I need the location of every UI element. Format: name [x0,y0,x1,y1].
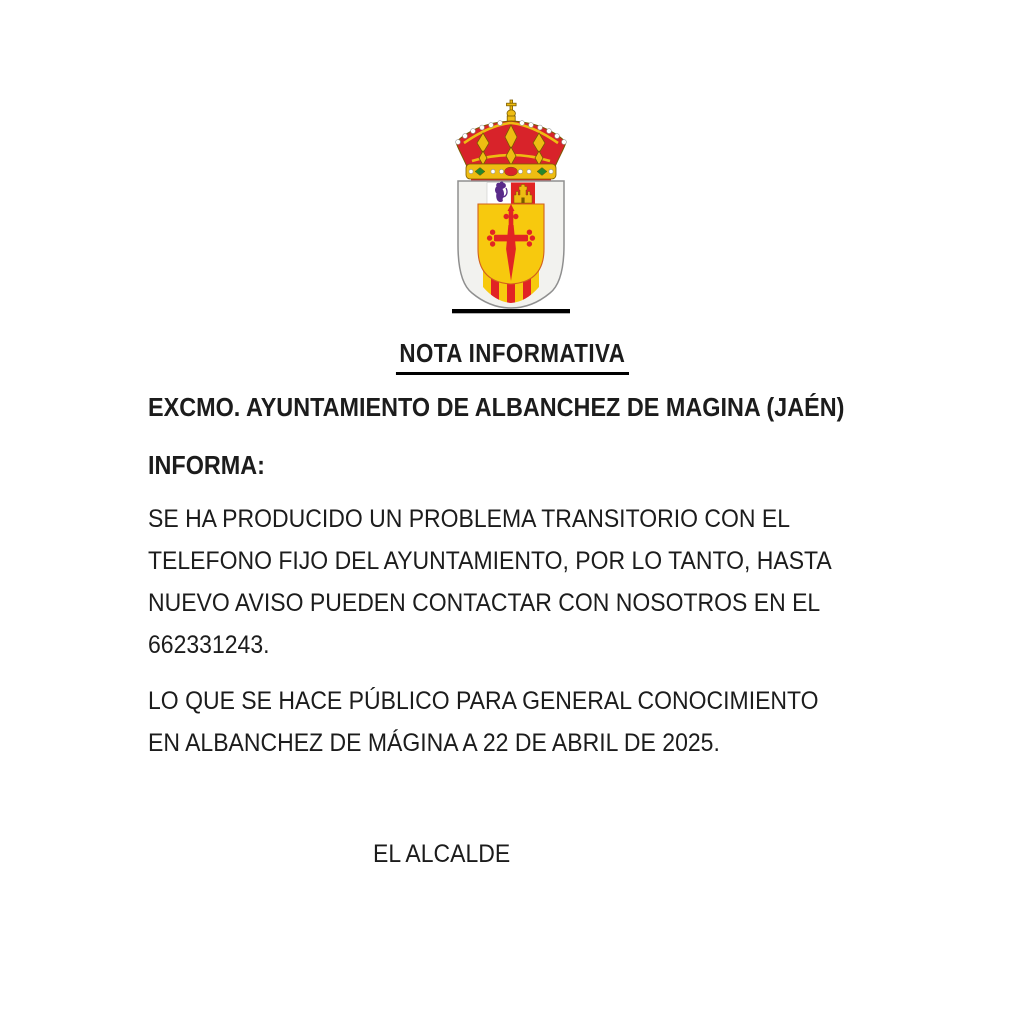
signature-text: EL ALCALDE [373,840,511,868]
castle-emblem-icon [511,183,535,205]
lion-emblem-icon [487,182,511,205]
informa-label-text: INFORMA: [148,450,265,480]
paragraph-2-line-1: LO QUE SE HACE PÚBLICO PARA GENERAL CONOCIMIENTO [148,687,819,715]
coat-of-arms-icon [450,97,572,317]
paragraph-1 [148,498,891,666]
shield-icon [458,181,564,308]
issuer-heading-text: EXCMO. AYUNTAMIENTO DE ALBANCHEZ DE MAGINA (JAÉN) [148,392,845,422]
paragraph-1-line-4: 662331243. [148,631,270,659]
informa-label [148,450,278,480]
royal-crown-icon [456,100,567,182]
paragraph-1-line-2: TELEFONO FIJO DEL AYUNTAMIENTO, POR LO TANTO, HASTA [148,547,832,575]
signature-line [373,839,522,869]
paragraph-2 [148,680,877,764]
page-title [0,338,1024,375]
page-title-text: NOTA INFORMATIVA [396,338,629,375]
paragraph-1-line-1: SE HA PRODUCIDO UN PROBLEMA TRANSITORIO CON EL [148,505,791,533]
paragraph-1-line-3: NUEVO AVISO PUEDEN CONTACTAR CON NOSOTROS EN EL [148,589,821,617]
shield-underline [452,309,570,313]
paragraph-2-line-2: EN ALBANCHEZ DE MÁGINA A 22 DE ABRIL DE 2025. [148,729,720,757]
issuer-heading [148,392,922,422]
